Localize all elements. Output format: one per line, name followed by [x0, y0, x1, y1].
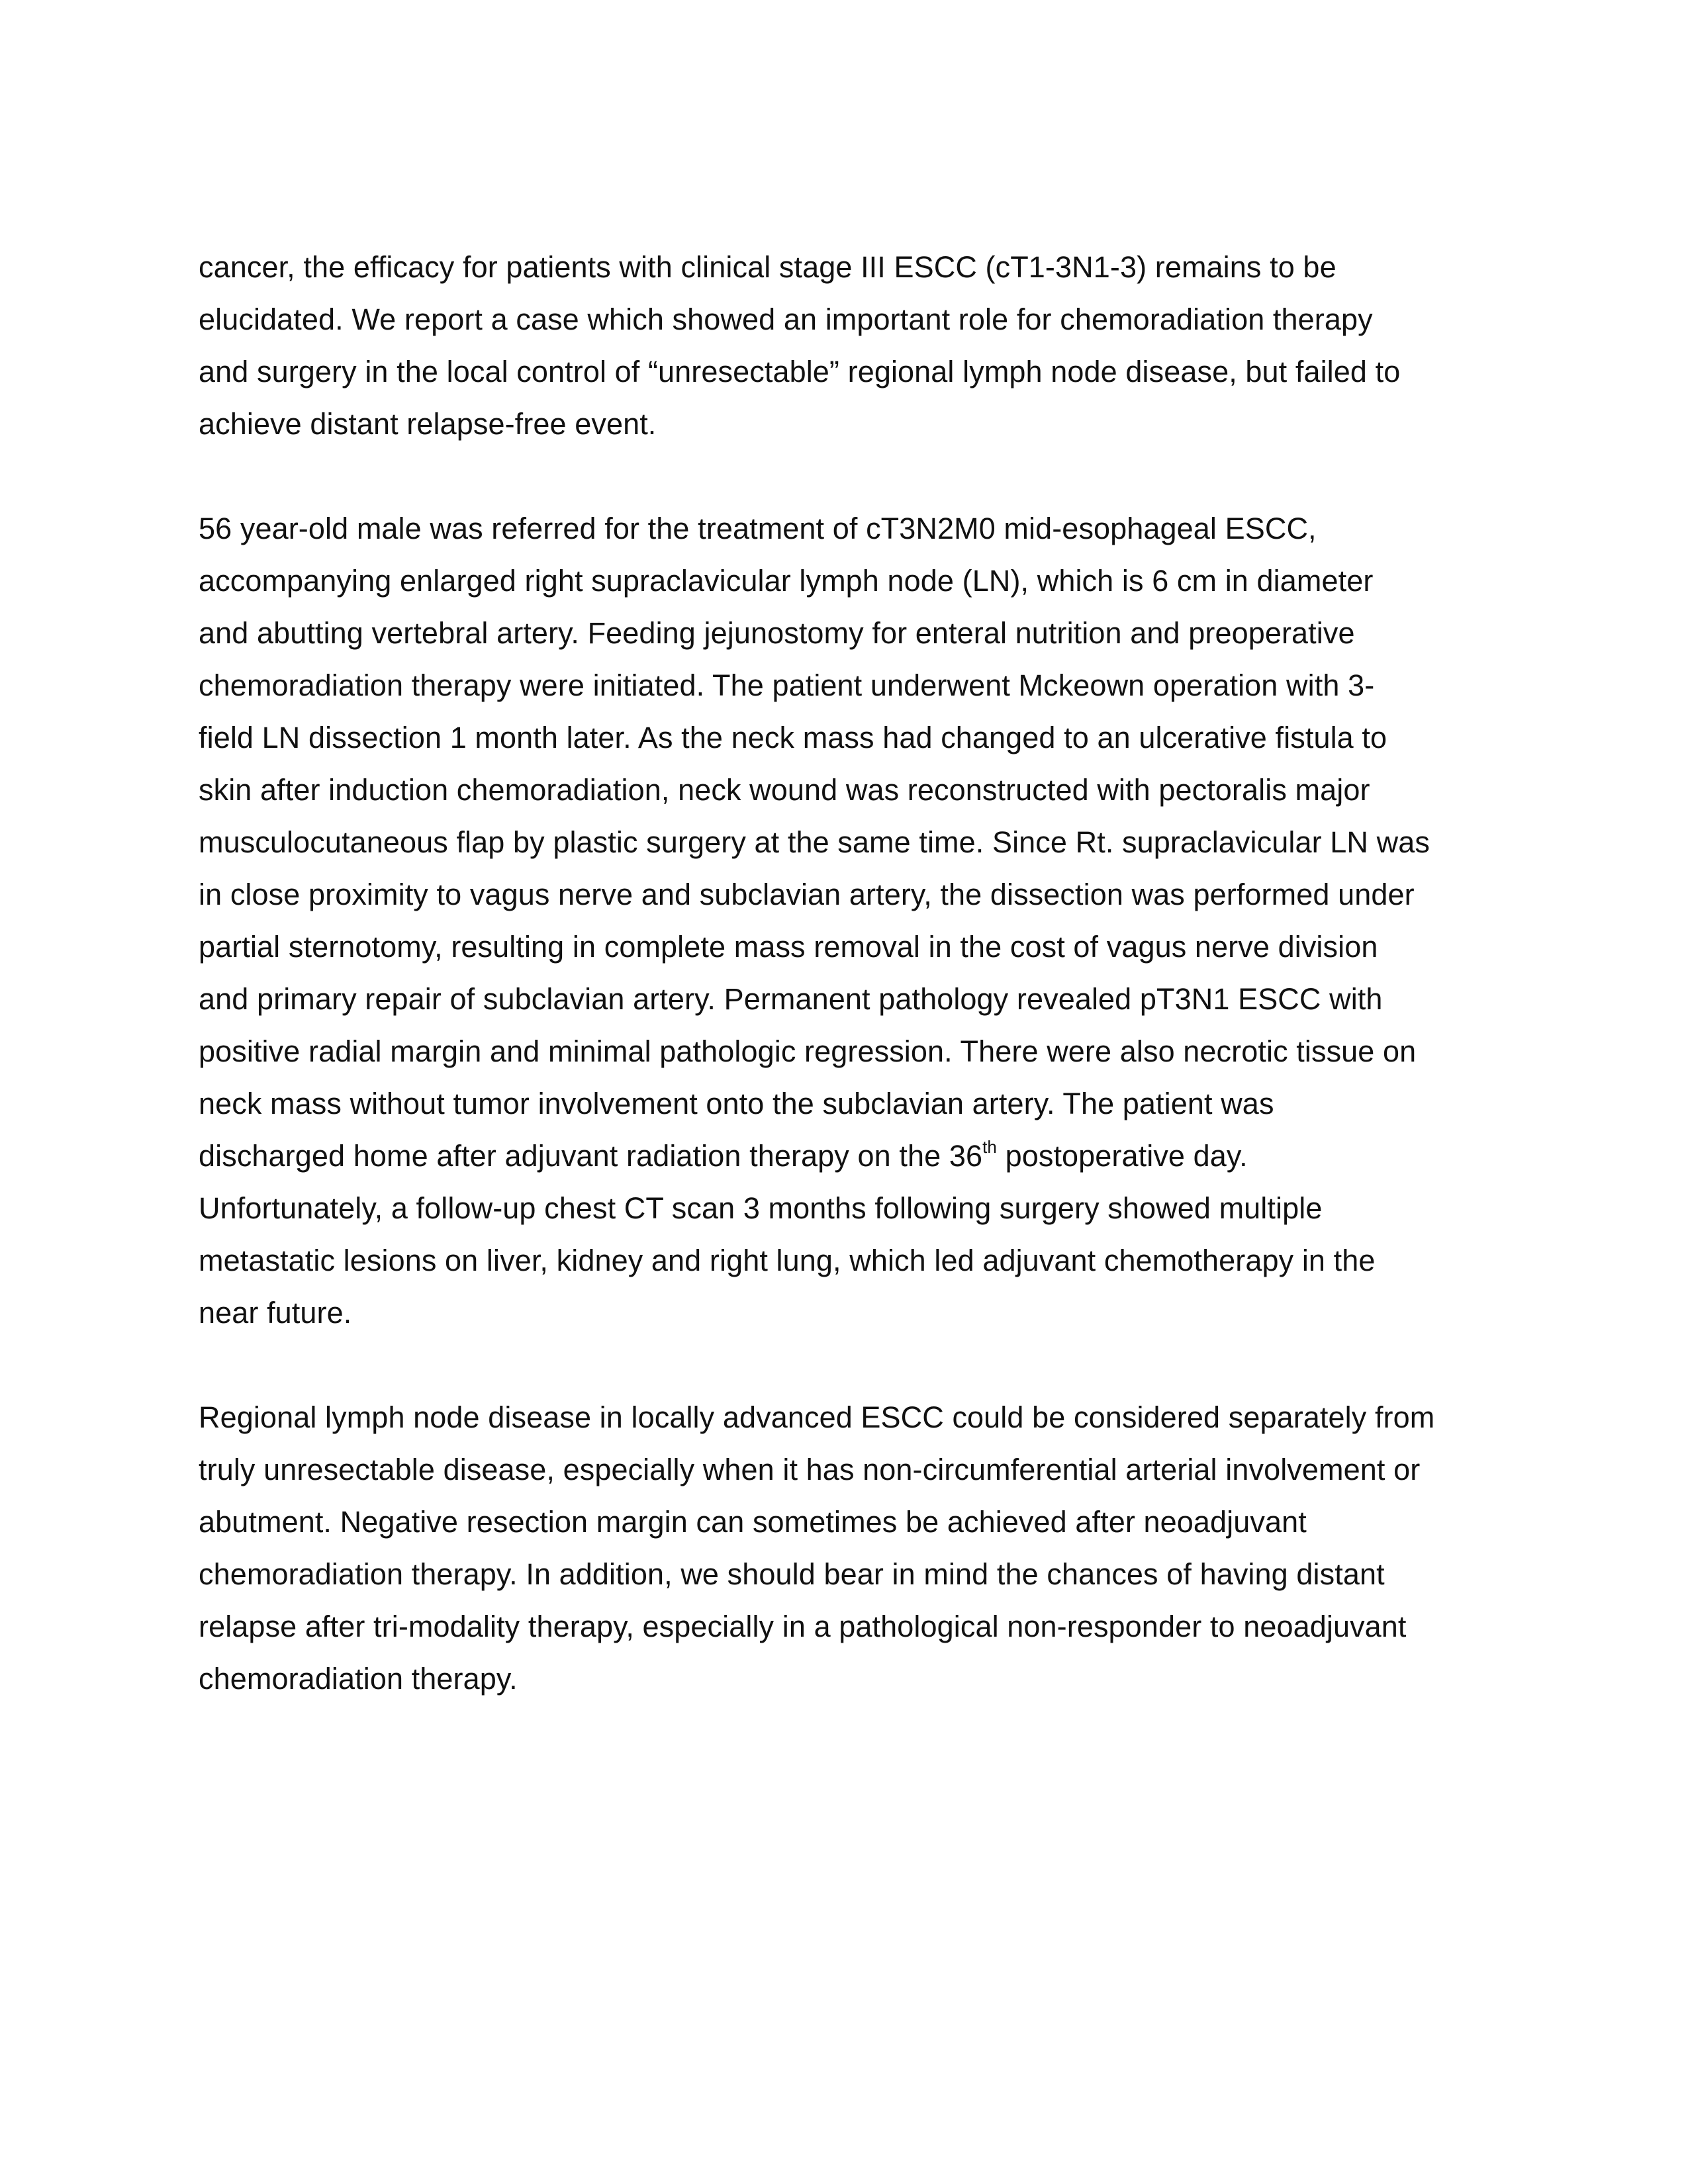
text-line: accompanying enlarged right supraclavicular lymph node (LN), which is 6 cm in diameter: [199, 564, 1374, 598]
text-line-with-superscript: [199, 1130, 1489, 1182]
text-line: relapse after tri-modality therapy, especially in a pathological non-responder to neoadjuvant: [199, 1610, 1407, 1643]
paragraph-case-report: [199, 502, 1489, 1339]
text-line: neck mass without tumor involvement onto the subclavian artery. The patient was: [199, 1087, 1274, 1120]
paragraph-conclusion: [199, 1391, 1489, 1705]
text-line: field LN dissection 1 month later. As the neck mass had changed to an ulcerative fistula to: [199, 721, 1387, 754]
text-line: truly unresectable disease, especially when it has non-circumferential arterial involvement or: [199, 1453, 1421, 1486]
text-line: 56 year-old male was referred for the treatment of cT3N2M0 mid-esophageal ESCC,: [199, 512, 1317, 545]
text-line: in close proximity to vagus nerve and subclavian artery, the dissection was performed under: [199, 878, 1415, 911]
text-line: and surgery in the local control of “unresectable” regional lymph node disease, but failed to: [199, 355, 1401, 388]
text-line: elucidated. We report a case which showed an important role for chemoradiation therapy: [199, 302, 1373, 336]
text-line: and abutting vertebral artery. Feeding jejunostomy for enteral nutrition and preoperative: [199, 616, 1355, 650]
text-line: chemoradiation therapy.: [199, 1662, 518, 1696]
text-line: Unfortunately, a follow-up chest CT scan 3 months following surgery showed multiple: [199, 1191, 1323, 1225]
text-line: and primary repair of subclavian artery. Permanent pathology revealed pT3N1 ESCC with: [199, 982, 1383, 1016]
text-line: skin after induction chemoradiation, neck wound was reconstructed with pectoralis major: [199, 773, 1370, 807]
text-segment: postoperative day.: [996, 1139, 1248, 1173]
text-line: positive radial margin and minimal pathologic regression. There were also necrotic tissue on: [199, 1034, 1417, 1068]
text-line: abutment. Negative resection margin can sometimes be achieved after neoadjuvant: [199, 1505, 1307, 1539]
text-line: chemoradiation therapy were initiated. The patient underwent Mckeown operation with 3-: [199, 668, 1375, 702]
text-line: partial sternotomy, resulting in complete mass removal in the cost of vagus nerve division: [199, 930, 1378, 964]
text-line: musculocutaneous flap by plastic surgery at the same time. Since Rt. supraclavicular LN was: [199, 825, 1430, 859]
text-line: chemoradiation therapy. In addition, we should bear in mind the chances of having distant: [199, 1557, 1385, 1591]
text-line: Regional lymph node disease in locally advanced ESCC could be considered separately from: [199, 1400, 1435, 1434]
superscript: th: [982, 1137, 997, 1157]
text-line: achieve distant relapse-free event.: [199, 407, 657, 441]
text-segment: discharged home after adjuvant radiation therapy on the 36: [199, 1139, 983, 1173]
document-page: [199, 241, 1489, 1705]
text-line: metastatic lesions on liver, kidney and right lung, which led adjuvant chemotherapy in the: [199, 1244, 1376, 1277]
text-line: near future.: [199, 1296, 352, 1330]
text-line: cancer, the efficacy for patients with clinical stage III ESCC (cT1-3N1-3) remains to be: [199, 250, 1336, 284]
paragraph-intro: [199, 241, 1489, 450]
